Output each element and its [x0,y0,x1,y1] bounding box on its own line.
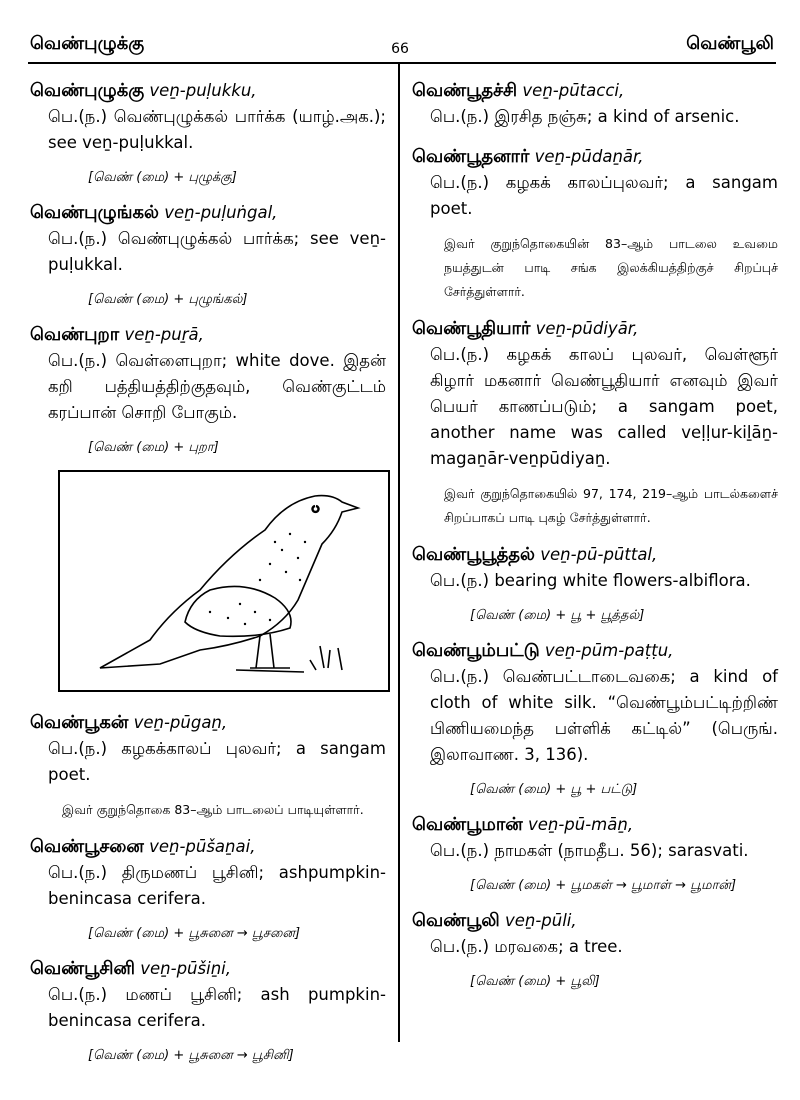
page-header [0,0,800,62]
dictionary-entry [30,834,386,912]
dictionary-entry [412,542,778,594]
definition: பெ.(ந.) மணப் பூசினி; ash pumpkin-benincasa cerifera. [48,985,386,1030]
transliteration: veṉ-puḷukku, [149,81,257,100]
transliteration: veṉ-pūli, [504,911,577,930]
column-divider [398,62,400,1042]
dictionary-entry [412,908,778,960]
dictionary-entry [30,200,386,278]
transliteration: veṉ-pūgaṉ, [133,713,228,732]
headword: வெண்பூமான் [412,814,523,835]
dictionary-entry [412,638,778,768]
definition: பெ.(ந.) வெண்பட்டாடைவகை; a kind of cloth of white silk. “வெண்பூம்பட்டிற்றிண் பிணியமைந்த பள்ளிக் கட்டில்” (பெருங். இலாவாண. 3, 136). [430,667,778,764]
etymology: [வெண் (மை) + புறா] [88,440,219,455]
transliteration: veṉ-pūtacci, [522,81,625,100]
transliteration: veṉ-pūdiyār, [535,319,639,338]
definition: பெ.(ந.) மரவகை; a tree. [430,937,623,956]
header-right-guide-word: வெண்பூலி [686,33,774,54]
header-left-guide-word: வெண்புழுக்கு [30,33,145,54]
etymology: [வெண் (மை) + பூமகள் → பூமாள் → பூமான்] [470,878,737,893]
etymology: [வெண் (மை) + புழுங்கல்] [88,292,248,307]
headword: வெண்பூசினி [30,958,135,979]
definition: பெ.(ந.) கழகக்காலப் புலவர்; a sangam poet. [48,739,386,784]
left-column [30,78,386,1078]
definition: பெ.(ந.) வெண்புழுக்கல் பார்க்க (யாழ்.அக.); see veṉ-puḷukkal. [48,107,386,152]
headword: வெண்பூதனார் [412,146,530,167]
etymology: [வெண் (மை) + பூசுனை → பூசனை] [88,926,301,941]
headword: வெண்பூம்பட்டு [412,640,540,661]
transliteration: veṉ-pūdaṉār, [534,147,644,166]
headword: வெண்புழுக்கு [30,80,145,101]
transliteration: veṉ-pūm-paṭṭu, [544,641,674,660]
dictionary-entry [412,316,778,472]
transliteration: veṉ-pūšiṉi, [140,959,231,978]
transliteration: veṉ-pū-māṉ, [527,815,634,834]
dictionary-entry [412,144,778,222]
headword: வெண்புழுங்கல் [30,202,159,223]
headword: வெண்புறா [30,324,120,345]
definition: பெ.(ந.) வெள்ளைபுறா; white dove. இதன் கறி பத்தியத்திற்குதவும், வெண்குட்டம் கரப்பான் சொறி போகும். [48,351,386,422]
etymology: [வெண் (மை) + பூ + பட்டு] [470,782,638,797]
dictionary-entry [30,710,386,788]
definition: பெ.(ந.) திருமணப் பூசினி; ashpumpkin-benincasa cerifera. [48,863,386,908]
etymology: [வெண் (மை) + பூ + பூத்தல்] [470,608,645,623]
definition: பெ.(ந.) நாமகள் (நாமதீப. 56); sarasvati. [430,841,749,860]
header-rule [28,62,776,64]
headword: வெண்பூபூத்தல் [412,544,535,565]
page-number: 66 [391,41,409,57]
headword: வெண்பூதச்சி [412,80,518,101]
transliteration: veṉ-pūšaṉai, [149,837,256,856]
entry-note: இவர் குறுந்தொகையில் 97, 174, 219–ஆம் பாடல்களைச் சிறப்பாகப் பாடி புகழ் சேர்த்துள்ளார். [444,486,778,525]
definition: பெ.(ந.) கழகக் காலப் புலவர், வெள்ளூர் கிழார் மகனார் வெண்பூதியார் எனவும் இவர் பெயர் காணப்படும்; a sangam poet, another name was called veḷḷur-kiḻāṉ-magaṉār-veṉpūdiyaṉ. [430,345,778,468]
dictionary-entry [412,812,778,864]
definition: பெ.(ந.) கழகக் காலப்புலவர்; a sangam poet. [430,173,778,218]
headword: வெண்பூசனை [30,836,144,857]
dove-illustration [58,470,390,692]
headword: வெண்பூகன் [30,712,129,733]
dictionary-entry [30,956,386,1034]
dictionary-entry [412,78,778,130]
transliteration: veṉ-puṟā, [124,325,204,344]
definition: பெ.(ந.) வெண்புழுக்கல் பார்க்க; see veṉ-puḷukkal. [48,229,386,274]
dove-icon [60,472,388,690]
entry-note: இவர் குறுந்தொகையின் 83–ஆம் பாடலை உவமை நயத்துடன் பாடி சங்க இலக்கியத்திற்குச் சிறப்புச் சேர்த்துள்ளார். [444,236,778,299]
etymology: [வெண் (மை) + புழுக்கு] [88,170,237,185]
dictionary-entry [30,78,386,156]
transliteration: veṉ-puḷuṅgal, [164,203,278,222]
etymology: [வெண் (மை) + பூலி] [470,974,600,989]
entry-note: இவர் குறுந்தொகை 83–ஆம் பாடலைப் பாடியுள்ளார். [62,802,364,817]
transliteration: veṉ-pū-pūttal, [540,545,658,564]
headword: வெண்பூலி [412,910,500,931]
dictionary-entry [30,322,386,426]
definition: பெ.(ந.) இரசித நஞ்சு; a kind of arsenic. [430,107,740,126]
headword: வெண்பூதியார் [412,318,531,339]
etymology: [வெண் (மை) + பூசுனை → பூசினி] [88,1048,294,1063]
right-column [412,78,778,1004]
definition: பெ.(ந.) bearing white flowers-albiflora. [430,571,751,590]
